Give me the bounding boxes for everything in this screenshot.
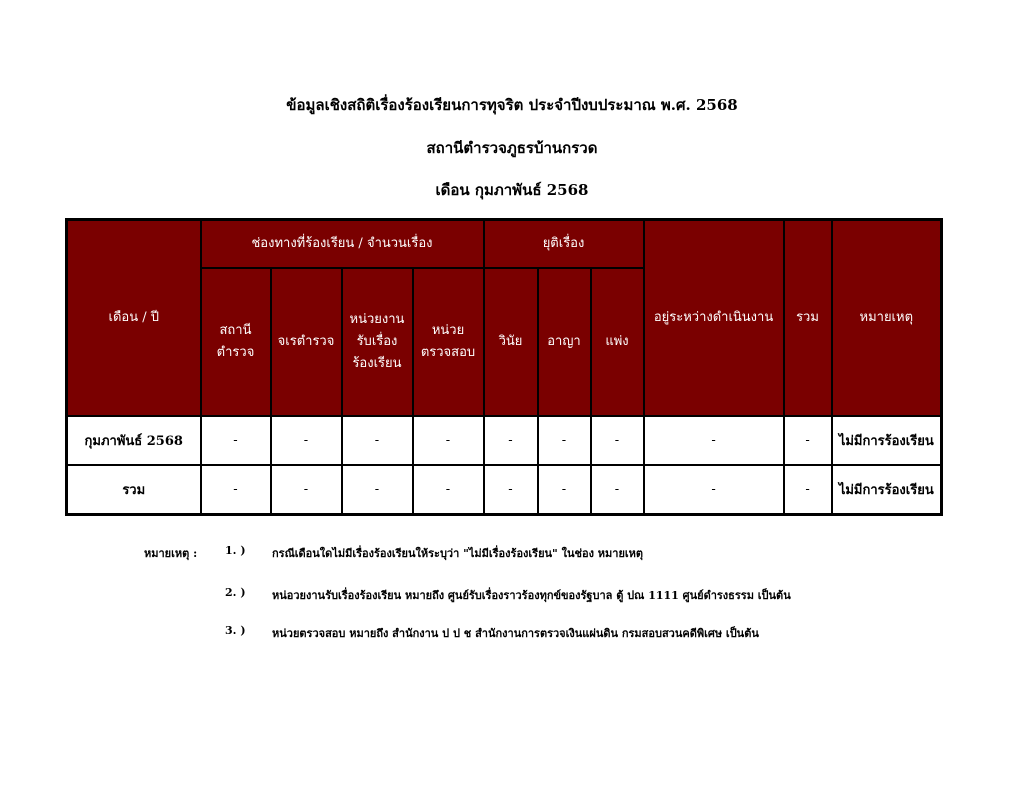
table-cell: - xyxy=(484,465,538,515)
note-number: 1. ) xyxy=(225,544,246,557)
table-cell: - xyxy=(644,416,784,465)
header-audit-unit-line2: ตรวจสอบ xyxy=(420,344,476,360)
header-police-station-line2: ตำรวจ xyxy=(216,344,255,360)
row-remark: ไม่มีการร้องเรียน xyxy=(832,416,942,465)
complaint-statistics-table xyxy=(65,218,943,516)
header-month-year: เดือน / ปี xyxy=(67,220,201,416)
header-resolved: ยุติเรื่อง xyxy=(484,220,644,268)
table-cell: - xyxy=(538,465,591,515)
table-cell: - xyxy=(342,465,413,515)
header-complaint-channels: ช่องทางที่ร้องเรียน / จำนวนเรื่อง xyxy=(201,220,484,268)
table-cell: - xyxy=(591,465,644,515)
table-row xyxy=(67,416,942,465)
report-month: เดือน กุมภาพันธ์ 2568 xyxy=(435,181,589,199)
row-remark: ไม่มีการร้องเรียน xyxy=(832,465,942,515)
table-cell: - xyxy=(484,416,538,465)
header-audit-unit xyxy=(413,268,484,416)
note-number: 3. ) xyxy=(225,624,246,637)
header-criminal: อาญา xyxy=(538,268,591,416)
header-receiving-agency xyxy=(342,268,413,416)
header-police-inspector: จเรตำรวจ xyxy=(271,268,342,416)
header-pending: อยู่ระหว่างดำเนินงาน xyxy=(644,220,784,416)
document-title: ข้อมูลเชิงสถิติเรื่องร้องเรียนการทุจริต ประจำปีงบประมาณ พ.ศ. 2568 xyxy=(286,96,738,114)
table-cell: - xyxy=(201,416,271,465)
row-month: รวม xyxy=(67,465,201,515)
table-cell: - xyxy=(591,416,644,465)
header-police-station xyxy=(201,268,271,416)
header-receiving-agency-line2: รับเรื่อง xyxy=(356,333,398,349)
note-text: หน่วยตรวจสอบ หมายถึง สำนักงาน ป ป ช สำนักงานการตรวจเงินแผ่นดิน กรมสอบสวนคดีพิเศษ เป็นต้น xyxy=(272,627,759,640)
note-text: หน่อวยงานรับเรื่องร้องเรียน หมายถึง ศูนย์รับเรื่องราวร้องทุกข์ของรัฐบาล ตู้ ปณ 1111 ศูนย์ดำรงธรรม เป็นต้น xyxy=(272,589,791,602)
row-month: กุมภาพันธ์ 2568 xyxy=(67,416,201,465)
header-remark: หมายเหตุ xyxy=(832,220,942,416)
table-cell: - xyxy=(413,465,484,515)
table-cell: - xyxy=(784,416,832,465)
note-number: 2. ) xyxy=(225,586,246,599)
header-discipline: วินัย xyxy=(484,268,538,416)
table-cell: - xyxy=(538,416,591,465)
notes-label: หมายเหตุ : xyxy=(144,547,198,560)
table-row-total xyxy=(67,465,942,515)
table-cell: - xyxy=(271,416,342,465)
station-name: สถานีตำรวจภูธรบ้านกรวด xyxy=(426,139,598,157)
header-receiving-agency-line3: ร้องเรียน xyxy=(352,355,402,371)
table-cell: - xyxy=(201,465,271,515)
header-civil: แพ่ง xyxy=(591,268,644,416)
header-total: รวม xyxy=(784,220,832,416)
table-cell: - xyxy=(271,465,342,515)
header-audit-unit-line1: หน่วย xyxy=(431,322,465,338)
header-police-station-line1: สถานี xyxy=(219,322,252,338)
table-cell: - xyxy=(413,416,484,465)
table-cell: - xyxy=(342,416,413,465)
header-receiving-agency-line1: หน่วยงาน xyxy=(349,311,405,327)
note-text: กรณีเดือนใดไม่มีเรื่องร้องเรียนให้ระบุว่า "ไม่มีเรื่องร้องเรียน" ในช่อง หมายเหตุ xyxy=(272,547,644,560)
table-cell: - xyxy=(784,465,832,515)
table-cell: - xyxy=(644,465,784,515)
